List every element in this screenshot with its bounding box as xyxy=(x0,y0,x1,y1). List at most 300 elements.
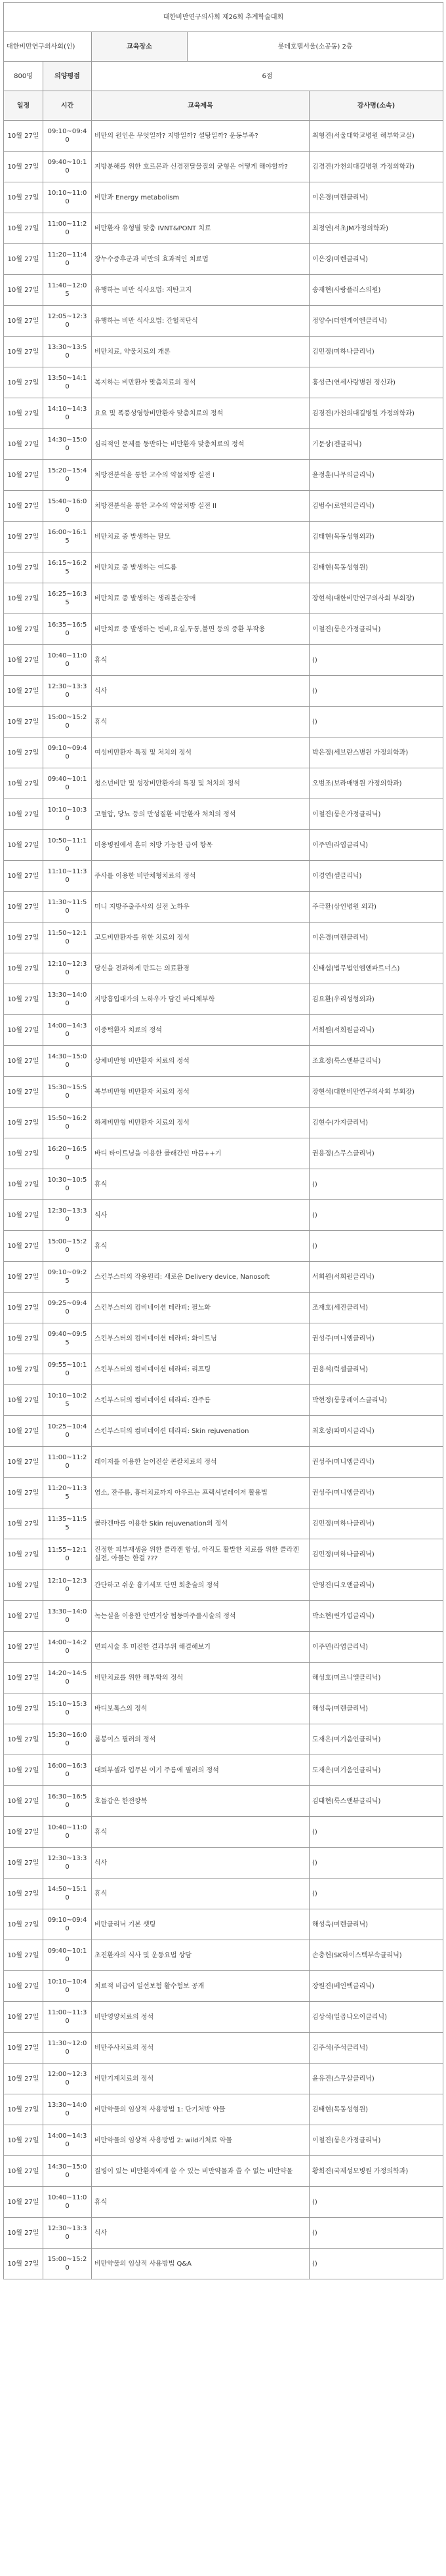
table-row xyxy=(4,707,443,737)
table-row xyxy=(4,799,443,830)
row-date: 10월 27일 xyxy=(4,306,43,337)
table-row xyxy=(4,552,443,583)
row-time: 11:30~12:00 xyxy=(43,2033,92,2064)
table-row xyxy=(4,1478,443,1508)
row-time: 09:40~09:55 xyxy=(43,1323,92,1354)
table-row xyxy=(4,2187,443,2218)
row-subject: 지방분해를 위한 호르몬과 신경전달물질의 균형은 어떻게 해야할까? xyxy=(92,152,310,182)
row-date: 10월 27일 xyxy=(4,1879,43,1909)
row-time: 10:25~10:40 xyxy=(43,1416,92,1447)
row-date: 10월 27일 xyxy=(4,1755,43,1786)
row-time: 12:00~12:30 xyxy=(43,2064,92,2094)
row-lecturer: 윤정훈(나무의클리닉) xyxy=(310,460,443,491)
table-row xyxy=(4,614,443,645)
row-date: 10월 27일 xyxy=(4,2064,43,2094)
credit-value: 6점 xyxy=(92,62,443,91)
row-lecturer: 김태현(목동성형원) xyxy=(310,2094,443,2125)
row-date: 10월 27일 xyxy=(4,1447,43,1478)
row-subject: 휴식 xyxy=(92,1879,310,1909)
row-date: 10월 27일 xyxy=(4,707,43,737)
row-subject: 하체비만형 비만환자 치료의 정석 xyxy=(92,1108,310,1138)
row-lecturer: 김태현(룩스앤뷰클리닉) xyxy=(310,1786,443,1817)
row-lecturer: 최형진(서울대학교병원 해부학교실) xyxy=(310,121,443,152)
row-date: 10월 27일 xyxy=(4,275,43,306)
table-row xyxy=(4,213,443,244)
row-lecturer: 김주석(주석클리닉) xyxy=(310,2033,443,2064)
row-time: 15:10~15:30 xyxy=(43,1693,92,1724)
row-lecturer: () xyxy=(310,2249,443,2279)
row-subject: 당신을 전과하게 만드는 의료환경 xyxy=(92,953,310,984)
row-lecturer: () xyxy=(310,707,443,737)
row-date: 10월 27일 xyxy=(4,337,43,367)
row-date: 10월 27일 xyxy=(4,1108,43,1138)
row-time: 16:35~16:50 xyxy=(43,614,92,645)
row-lecturer: 김민정(미하나클리닉) xyxy=(310,337,443,367)
table-row xyxy=(4,892,443,923)
row-subject: 지방흡입대가의 노하우가 담긴 바디체부학 xyxy=(92,984,310,1015)
row-date: 10월 27일 xyxy=(4,2125,43,2156)
row-lecturer: 송재현(사랑플러스의원) xyxy=(310,275,443,306)
row-subject: 레이저를 이용한 늘어진살 콘칼치료의 정석 xyxy=(92,1447,310,1478)
row-subject: 휴식 xyxy=(92,1231,310,1262)
row-time: 15:30~15:50 xyxy=(43,1077,92,1108)
table-row xyxy=(4,1940,443,1971)
table-row xyxy=(4,737,443,768)
table-row xyxy=(4,1015,443,1046)
row-lecturer: 김태현(목동성형외과) xyxy=(310,522,443,552)
row-date: 10월 27일 xyxy=(4,2249,43,2279)
row-time: 09:25~09:40 xyxy=(43,1293,92,1323)
row-time: 14:00~14:30 xyxy=(43,1015,92,1046)
row-time: 12:30~13:30 xyxy=(43,2218,92,2249)
table-row xyxy=(4,2125,443,2156)
row-lecturer: () xyxy=(310,1879,443,1909)
row-time: 14:30~15:00 xyxy=(43,429,92,460)
row-lecturer: 박소현(린가업클리닉) xyxy=(310,1601,443,1632)
row-date: 10월 27일 xyxy=(4,676,43,707)
table-row xyxy=(4,2064,443,2094)
row-date: 10월 27일 xyxy=(4,1663,43,1693)
row-lecturer: 권용정(스무스클리닉) xyxy=(310,1138,443,1169)
row-lecturer: 김민정(미하나클리닉) xyxy=(310,1508,443,1539)
row-subject: 휴식 xyxy=(92,707,310,737)
table-row xyxy=(4,275,443,306)
row-lecturer: 권용석(럭셀클리닉) xyxy=(310,1354,443,1385)
row-subject: 비만의 원인은 무엇일까? 지방일까? 설탕일까? 운동부족? xyxy=(92,121,310,152)
table-row xyxy=(4,2156,443,2187)
row-lecturer: 조재호(세진클리닉) xyxy=(310,1293,443,1323)
row-date: 10월 27일 xyxy=(4,614,43,645)
row-date: 10월 27일 xyxy=(4,367,43,398)
row-date: 10월 27일 xyxy=(4,2218,43,2249)
table-row xyxy=(4,460,443,491)
row-subject: 미니 지방주출주사의 실전 노하우 xyxy=(92,892,310,923)
row-lecturer: 김경진(가천의대길병원 가정의학과) xyxy=(310,398,443,429)
row-subject: 미용병원에서 흔히 처방 가능한 급여 항목 xyxy=(92,830,310,861)
table-row xyxy=(4,152,443,182)
table-row xyxy=(4,1786,443,1817)
row-lecturer: 김민정(미하나클리닉) xyxy=(310,1539,443,1570)
attendee-count: 800명 xyxy=(4,62,43,91)
row-subject: 식사 xyxy=(92,1848,310,1879)
row-time: 12:10~12:30 xyxy=(43,1570,92,1601)
row-date: 10월 27일 xyxy=(4,1539,43,1570)
row-date: 10월 27일 xyxy=(4,799,43,830)
row-subject: 염소, 잔주름, 흉터치료까지 아우르는 프랙셔널레이저 활용법 xyxy=(92,1478,310,1508)
row-lecturer: 기문상(젠클리닉) xyxy=(310,429,443,460)
table-row xyxy=(4,676,443,707)
table-row xyxy=(4,645,443,676)
row-subject: 비만치료 중 발생하는 생리불순장애 xyxy=(92,583,310,614)
place-label: 교육장소 xyxy=(92,32,188,62)
table-row xyxy=(4,1169,443,1200)
row-subject: 청소년비만 및 성장비만환자의 특징 및 처치의 정석 xyxy=(92,768,310,799)
row-subject: 초진환자의 식사 및 운동요법 상담 xyxy=(92,1940,310,1971)
row-time: 10:10~10:30 xyxy=(43,799,92,830)
row-subject: 비만약물의 임상적 사용방법 2: wild기처료 약물 xyxy=(92,2125,310,2156)
row-time: 11:55~12:10 xyxy=(43,1539,92,1570)
row-lecturer: 김태현(목동성형원) xyxy=(310,552,443,583)
row-subject: 처방전분석을 통한 고수의 약물처방 실전 I xyxy=(92,460,310,491)
row-time: 14:10~14:30 xyxy=(43,398,92,429)
table-row xyxy=(4,1971,443,2002)
title-row xyxy=(4,3,443,32)
organizer: 대한비만연구의사회(인) xyxy=(4,32,92,62)
row-time: 11:30~11:50 xyxy=(43,892,92,923)
row-lecturer: 장현석(대한비만연구의사회 부회장) xyxy=(310,583,443,614)
row-subject: 요요 및 폭풍성영향비만환자 맞춤치료의 정석 xyxy=(92,398,310,429)
row-time: 13:30~13:50 xyxy=(43,337,92,367)
table-row xyxy=(4,1447,443,1478)
row-time: 15:40~16:00 xyxy=(43,491,92,522)
row-subject: 비만기계치료의 정석 xyxy=(92,2064,310,2094)
row-date: 10월 27일 xyxy=(4,244,43,275)
row-date: 10월 27일 xyxy=(4,1416,43,1447)
table-row xyxy=(4,984,443,1015)
table-row xyxy=(4,337,443,367)
table-row xyxy=(4,367,443,398)
table-row xyxy=(4,1632,443,1663)
row-subject: 휴식 xyxy=(92,645,310,676)
row-time: 10:10~10:25 xyxy=(43,1385,92,1416)
row-time: 09:10~09:25 xyxy=(43,1262,92,1293)
row-lecturer: 권성주(미니엠클리닉) xyxy=(310,1323,443,1354)
row-time: 09:10~09:40 xyxy=(43,1909,92,1940)
row-subject: 스킨부스터의 작용원리: 새로운 Delivery device, Nanosoft xyxy=(92,1262,310,1293)
row-lecturer: 장현석(대한비만연구의사회 부회장) xyxy=(310,1077,443,1108)
table-row xyxy=(4,522,443,552)
row-time: 12:30~13:30 xyxy=(43,1848,92,1879)
row-lecturer: 이철진(룽은가정클리닉) xyxy=(310,2125,443,2156)
row-lecturer: () xyxy=(310,645,443,676)
row-time: 11:10~11:30 xyxy=(43,861,92,892)
row-time: 11:20~11:35 xyxy=(43,1478,92,1508)
table-row xyxy=(4,861,443,892)
row-lecturer: 이은경(미렌클리닉) xyxy=(310,244,443,275)
table-row xyxy=(4,1724,443,1755)
row-date: 10월 27일 xyxy=(4,1138,43,1169)
row-time: 11:50~12:10 xyxy=(43,923,92,953)
row-lecturer: 김경진(가천의대길병원 가정의학과) xyxy=(310,152,443,182)
schedule-page xyxy=(3,2,443,2279)
row-time: 14:00~14:20 xyxy=(43,1632,92,1663)
table-row xyxy=(4,1848,443,1879)
table-row xyxy=(4,2033,443,2064)
row-time: 15:00~15:20 xyxy=(43,707,92,737)
row-time: 09:55~10:10 xyxy=(43,1354,92,1385)
table-row xyxy=(4,1262,443,1293)
table-row xyxy=(4,1077,443,1108)
row-subject: 고도비만환자를 위한 치료의 정석 xyxy=(92,923,310,953)
table-row xyxy=(4,1755,443,1786)
schedule-table xyxy=(3,2,443,2279)
table-row xyxy=(4,1879,443,1909)
table-row xyxy=(4,1416,443,1447)
row-subject: 간단하고 쉬운 흉기세포 단면 회춘술의 정석 xyxy=(92,1570,310,1601)
row-subject: 심리적인 문제를 동반하는 비만환자 맞춤치료의 정석 xyxy=(92,429,310,460)
row-lecturer: () xyxy=(310,676,443,707)
row-date: 10월 27일 xyxy=(4,182,43,213)
table-row xyxy=(4,1046,443,1077)
page-title: 대한비만연구의사회 제26회 추계학술대회 xyxy=(4,3,443,32)
table-row xyxy=(4,1200,443,1231)
row-date: 10월 27일 xyxy=(4,2002,43,2033)
row-date: 10월 27일 xyxy=(4,1817,43,1848)
row-date: 10월 27일 xyxy=(4,1169,43,1200)
table-row xyxy=(4,583,443,614)
row-date: 10월 27일 xyxy=(4,1385,43,1416)
row-subject: 스킨부스터의 컴비네이션 테라피: 잔주름 xyxy=(92,1385,310,1416)
row-time: 09:40~10:10 xyxy=(43,152,92,182)
table-row xyxy=(4,244,443,275)
row-time: 14:00~14:30 xyxy=(43,2125,92,2156)
row-time: 11:00~11:20 xyxy=(43,213,92,244)
table-row xyxy=(4,1354,443,1385)
row-date: 10월 27일 xyxy=(4,2156,43,2187)
row-lecturer: () xyxy=(310,1231,443,1262)
row-subject: 바디 타이트닝을 이용한 콜래간인 마믐++기 xyxy=(92,1138,310,1169)
table-row xyxy=(4,1385,443,1416)
row-time: 12:10~12:30 xyxy=(43,953,92,984)
row-lecturer: 정양수(더엔게이엔클리닉) xyxy=(310,306,443,337)
row-date: 10월 27일 xyxy=(4,429,43,460)
row-lecturer: 박은정(세브란스병원 가정의학과) xyxy=(310,737,443,768)
row-lecturer: 김범수(로엔의클리닉) xyxy=(310,491,443,522)
row-time: 16:20~16:50 xyxy=(43,1138,92,1169)
row-date: 10월 27일 xyxy=(4,1693,43,1724)
row-subject: 비만치료 중 발생하는 변비,요실,두통,불면 등의 증환 부작용 xyxy=(92,614,310,645)
row-subject: 이중턱환자 치료의 정석 xyxy=(92,1015,310,1046)
row-lecturer: () xyxy=(310,1200,443,1231)
row-date: 10월 27일 xyxy=(4,583,43,614)
row-date: 10월 27일 xyxy=(4,830,43,861)
table-row xyxy=(4,768,443,799)
row-date: 10월 27일 xyxy=(4,1262,43,1293)
table-header xyxy=(4,91,443,121)
table-row xyxy=(4,1817,443,1848)
row-subject: 면피시술 후 미진한 결과부위 해결해보기 xyxy=(92,1632,310,1663)
row-date: 10월 27일 xyxy=(4,121,43,152)
row-date: 10월 27일 xyxy=(4,1046,43,1077)
row-date: 10월 27일 xyxy=(4,1940,43,1971)
schedule-rows xyxy=(4,121,443,2279)
row-date: 10월 27일 xyxy=(4,984,43,1015)
row-date: 10월 27일 xyxy=(4,1786,43,1817)
row-lecturer: 김요환(우리성형외과) xyxy=(310,984,443,1015)
row-lecturer: 이주민(라엽클리닉) xyxy=(310,1632,443,1663)
row-lecturer: 안영진(디오앤클리닉) xyxy=(310,1570,443,1601)
row-subject: 식사 xyxy=(92,2218,310,2249)
row-subject: 룸봉이스 필러의 정석 xyxy=(92,1724,310,1755)
row-date: 10월 27일 xyxy=(4,645,43,676)
row-date: 10월 27일 xyxy=(4,460,43,491)
row-date: 10월 27일 xyxy=(4,152,43,182)
row-lecturer: 권성주(미니엠클리닉) xyxy=(310,1447,443,1478)
table-row xyxy=(4,398,443,429)
row-date: 10월 27일 xyxy=(4,1570,43,1601)
row-date: 10월 27일 xyxy=(4,1848,43,1879)
row-lecturer: 손충헌(SK하이스텍부속클리닉) xyxy=(310,1940,443,1971)
row-date: 10월 27일 xyxy=(4,1293,43,1323)
row-date: 10월 27일 xyxy=(4,861,43,892)
row-time: 10:10~10:40 xyxy=(43,1971,92,2002)
row-subject: 비만과 Energy metabolism xyxy=(92,182,310,213)
row-time: 16:30~16:50 xyxy=(43,1786,92,1817)
row-subject: 고혈압, 당뇨 등의 만성질환 비만환자 처치의 정석 xyxy=(92,799,310,830)
table-row xyxy=(4,1508,443,1539)
row-date: 10월 27일 xyxy=(4,1354,43,1385)
row-time: 10:40~11:00 xyxy=(43,645,92,676)
row-date: 10월 27일 xyxy=(4,491,43,522)
row-subject: 휴식 xyxy=(92,1169,310,1200)
row-time: 11:20~11:40 xyxy=(43,244,92,275)
row-lecturer: 이철진(룽은가정클리닉) xyxy=(310,614,443,645)
row-lecturer: 도재은(미기움인클리닉) xyxy=(310,1724,443,1755)
row-time: 12:30~13:30 xyxy=(43,676,92,707)
row-date: 10월 27일 xyxy=(4,1971,43,2002)
row-date: 10월 27일 xyxy=(4,1015,43,1046)
row-time: 11:35~11:55 xyxy=(43,1508,92,1539)
row-time: 09:40~10:10 xyxy=(43,1940,92,1971)
row-time: 10:40~11:00 xyxy=(43,1817,92,1848)
row-time: 14:30~15:00 xyxy=(43,2156,92,2187)
row-lecturer: 서희원(서희원클리닉) xyxy=(310,1262,443,1293)
table-row xyxy=(4,429,443,460)
table-row xyxy=(4,1323,443,1354)
row-subject: 녹는실을 이용한 안면거상 협동마주롤시술의 정석 xyxy=(92,1601,310,1632)
table-row xyxy=(4,2218,443,2249)
row-lecturer: () xyxy=(310,1169,443,1200)
row-lecturer: () xyxy=(310,2187,443,2218)
row-lecturer: 김현수(가지클리닉) xyxy=(310,1108,443,1138)
row-date: 10월 27일 xyxy=(4,213,43,244)
row-lecturer: 홍성근(연세사랑병원 정신과) xyxy=(310,367,443,398)
row-subject: 여성비만환자 특징 및 처치의 정석 xyxy=(92,737,310,768)
row-date: 10월 27일 xyxy=(4,398,43,429)
row-time: 13:30~14:00 xyxy=(43,984,92,1015)
row-subject: 비만치료를 위한 해부학의 정석 xyxy=(92,1663,310,1693)
row-time: 15:50~16:20 xyxy=(43,1108,92,1138)
row-lecturer: 장원진(베인텍클리닉) xyxy=(310,1971,443,2002)
row-subject: 스킨부스터의 컴비네이션 테라피: Skin rejuvenation xyxy=(92,1416,310,1447)
col-date: 일정 xyxy=(4,91,43,121)
row-lecturer: 이경연(셀클리닉) xyxy=(310,861,443,892)
row-date: 10월 27일 xyxy=(4,2094,43,2125)
table-row xyxy=(4,121,443,152)
row-subject: 호들갑은 한전깡복 xyxy=(92,1786,310,1817)
row-subject: 비만치료 중 발생하는 탈모 xyxy=(92,522,310,552)
row-subject: 비만영양치료의 정석 xyxy=(92,2002,310,2033)
row-subject: 스킨부스터의 컴비네이션 테라피: 리프팅 xyxy=(92,1354,310,1385)
row-time: 13:30~14:00 xyxy=(43,1601,92,1632)
row-subject: 식사 xyxy=(92,676,310,707)
row-date: 10월 27일 xyxy=(4,1478,43,1508)
row-time: 12:05~12:30 xyxy=(43,306,92,337)
row-lecturer: 서희원(서희원클리닉) xyxy=(310,1015,443,1046)
row-date: 10월 27일 xyxy=(4,892,43,923)
row-lecturer: 오범조(보라매병원 가정의학과) xyxy=(310,768,443,799)
row-subject: 비만클리닉 기본 셋팅 xyxy=(92,1909,310,1940)
row-subject: 상체비만형 비만환자 치료의 정석 xyxy=(92,1046,310,1077)
row-lecturer: 최정연(서초JM가정의학과) xyxy=(310,213,443,244)
row-lecturer: 박현정(룽룽레이스클리닉) xyxy=(310,1385,443,1416)
row-date: 10월 27일 xyxy=(4,1909,43,1940)
row-time: 09:10~09:40 xyxy=(43,121,92,152)
row-time: 10:30~10:50 xyxy=(43,1169,92,1200)
row-date: 10월 27일 xyxy=(4,2187,43,2218)
row-subject: 유행하는 비만 식사요법: 간헐적단식 xyxy=(92,306,310,337)
row-date: 10월 27일 xyxy=(4,1601,43,1632)
row-date: 10월 27일 xyxy=(4,1200,43,1231)
row-subject: 복부비만형 비만환자 치료의 정석 xyxy=(92,1077,310,1108)
row-lecturer: 권성주(미니엠클리닉) xyxy=(310,1478,443,1508)
table-row xyxy=(4,923,443,953)
row-time: 10:40~11:00 xyxy=(43,2187,92,2218)
row-subject: 처방전분석을 통한 고수의 약물처방 실전 II xyxy=(92,491,310,522)
row-date: 10월 27일 xyxy=(4,552,43,583)
row-lecturer: 이은경(미렌클리닉) xyxy=(310,923,443,953)
row-time: 15:20~15:40 xyxy=(43,460,92,491)
row-lecturer: 이은경(미렌클리닉) xyxy=(310,182,443,213)
row-lecturer: 윤유진(스무살클리닉) xyxy=(310,2064,443,2094)
table-row xyxy=(4,953,443,984)
row-subject: 주사를 이용한 비만체형치료의 정석 xyxy=(92,861,310,892)
row-subject: 휴식 xyxy=(92,2187,310,2218)
row-lecturer: 황희진(국제성모병원 가정의학과) xyxy=(310,2156,443,2187)
table-row xyxy=(4,2002,443,2033)
table-row xyxy=(4,306,443,337)
row-subject: 스킨부스터의 컴비네이션 테라피: 필노화 xyxy=(92,1293,310,1323)
row-lecturer: 김상석(일곱나오이클리닉) xyxy=(310,2002,443,2033)
row-subject: 비만치료, 약물치료의 개론 xyxy=(92,337,310,367)
row-time: 16:15~16:25 xyxy=(43,552,92,583)
row-date: 10월 27일 xyxy=(4,1508,43,1539)
row-lecturer: () xyxy=(310,1848,443,1879)
row-subject: 질병이 있는 비만환자에게 쓸 수 있는 비만약물과 쓸 수 없는 비만약물 xyxy=(92,2156,310,2187)
table-row xyxy=(4,1539,443,1570)
row-time: 10:50~11:10 xyxy=(43,830,92,861)
row-subject: 스킨부스터의 컴비네이션 테라피: 화이트닝 xyxy=(92,1323,310,1354)
row-lecturer: 해성욱(미렌클리닉) xyxy=(310,1909,443,1940)
row-lecturer: 조효정(룩스앤뷰클리닉) xyxy=(310,1046,443,1077)
table-row xyxy=(4,1693,443,1724)
row-lecturer: 해성호(미르니엘클리닉) xyxy=(310,1663,443,1693)
table-row xyxy=(4,830,443,861)
row-date: 10월 27일 xyxy=(4,737,43,768)
table-row xyxy=(4,1663,443,1693)
row-date: 10월 27일 xyxy=(4,522,43,552)
row-time: 13:30~14:00 xyxy=(43,2094,92,2125)
